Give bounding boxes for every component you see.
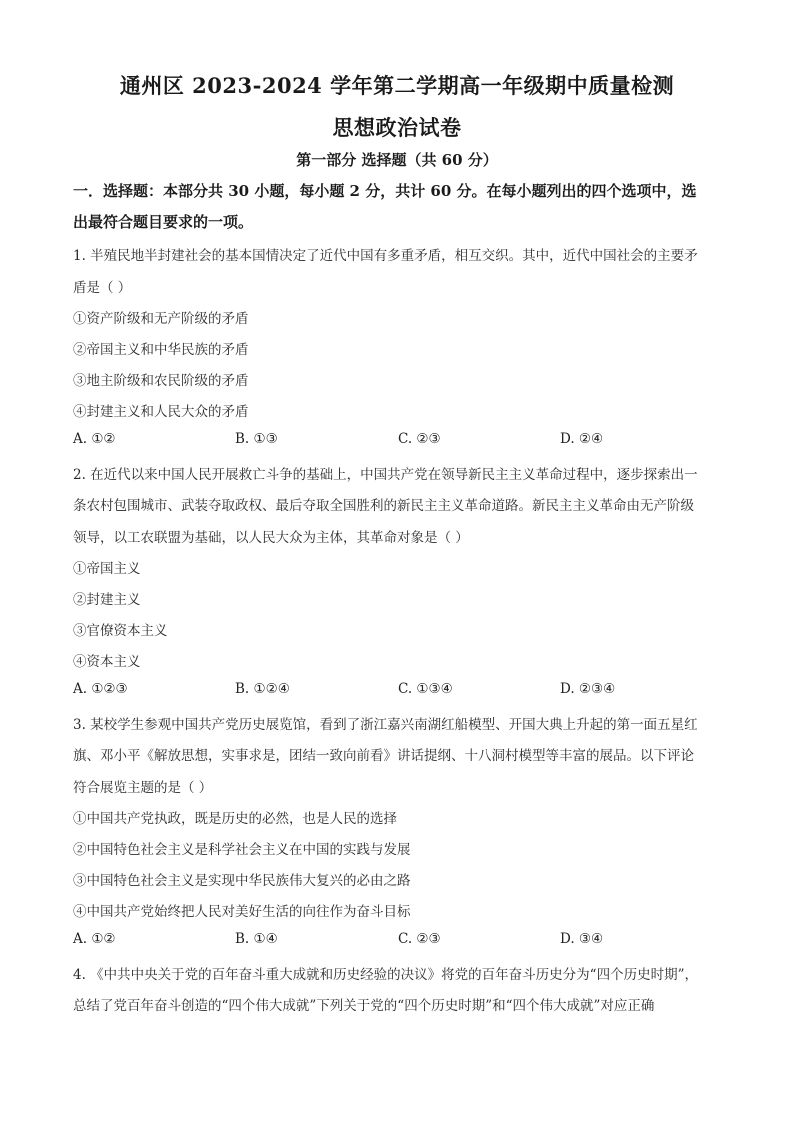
statement-item: ③地主阶级和农民阶级的矛盾 [73, 373, 249, 389]
statement-item: ①帝国主义 [73, 561, 141, 577]
question-text-line: 盾是（ ） [73, 280, 132, 296]
question-text-line: 3. 某校学生参观中国共产党历史展览馆，看到了浙江嘉兴南湖红船模型、开国大典上升起的第一面五星红 [73, 717, 698, 733]
statement-item: ②帝国主义和中华民族的矛盾 [73, 342, 249, 358]
statement-item: ②封建主义 [73, 592, 141, 608]
statement-item: ③官僚资本主义 [73, 623, 168, 639]
statement-item: ③中国特色社会主义是实现中华民族伟大复兴的必由之路 [73, 873, 411, 889]
statement-item: ①中国共产党执政，既是历史的必然，也是人民的选择 [73, 811, 397, 827]
option-d[interactable]: D. ②④ [560, 431, 604, 447]
option-b[interactable]: B. ①④ [235, 931, 278, 947]
statement-item: ④封建主义和人民大众的矛盾 [73, 404, 249, 420]
option-b[interactable]: B. ①③ [235, 431, 278, 447]
option-a[interactable]: A. ①②③ [73, 681, 128, 697]
option-a[interactable]: A. ①② [73, 431, 116, 447]
option-c[interactable]: C. ②③ [398, 931, 441, 947]
exam-title: 通州区 2023-2024 学年第二学期高一年级期中质量检测 [119, 73, 675, 98]
question-text-line: 条农村包围城市、武装夺取政权、最后夺取全国胜利的新民主主义革命道路。新民主主义革命由无产阶级 [73, 498, 694, 514]
exam-subject: 思想政治试卷 [332, 115, 462, 140]
instructions-line: 出最符合题目要求的一项。 [73, 213, 254, 231]
part-heading: 第一部分 选择题（共 60 分） [296, 151, 498, 169]
option-c[interactable]: C. ①③④ [398, 681, 453, 697]
question-text-line: 1. 半殖民地半封建社会的基本国情决定了近代中国有多重矛盾，相互交织。其中，近代中国社会的主要矛 [73, 248, 698, 264]
question-text-line: 旗、邓小平《解放思想，实事求是，团结一致向前看》讲话提纲、十八洞村模型等丰富的展品。以下评论 [73, 748, 694, 764]
question-text-line: 总结了党百年奋斗创造的“四个伟大成就”下列关于党的“四个历史时期”和“四个伟大成就”对应正确 [73, 998, 655, 1014]
section-instructions [73, 176, 723, 238]
question-text-line: 2. 在近代以来中国人民开展救亡斗争的基础上，中国共产党在领导新民主主义革命过程中，逐步探索出一 [73, 467, 698, 483]
option-b[interactable]: B. ①②④ [235, 681, 290, 697]
answer-options [73, 931, 733, 951]
statement-item: ②中国特色社会主义是科学社会主义在中国的实践与发展 [73, 842, 411, 858]
statement-item: ④资本主义 [73, 654, 141, 670]
statement-item: ①资产阶级和无产阶级的矛盾 [73, 311, 249, 327]
option-d[interactable]: D. ③④ [560, 931, 604, 947]
question-text-line: 4. 《中共中央关于党的百年奋斗重大成就和历史经验的决议》将党的百年奋斗历史分为“四个历史时期”， [73, 967, 698, 983]
option-c[interactable]: C. ②③ [398, 431, 441, 447]
instructions-line: 一．选择题：本部分共 30 小题，每小题 2 分，共计 60 分。在每小题列出的四个选项中，选 [73, 182, 697, 200]
option-a[interactable]: A. ①② [73, 931, 116, 947]
answer-options [73, 431, 733, 451]
question-text-line: 符合展览主题的是（ ） [73, 780, 213, 796]
answer-options [73, 681, 733, 701]
question-text-line: 领导，以工农联盟为基础，以人民大众为主体，其革命对象是（ ） [73, 530, 469, 546]
option-d[interactable]: D. ②③④ [560, 681, 616, 697]
statement-item: ④中国共产党始终把人民对美好生活的向往作为奋斗目标 [73, 904, 411, 920]
